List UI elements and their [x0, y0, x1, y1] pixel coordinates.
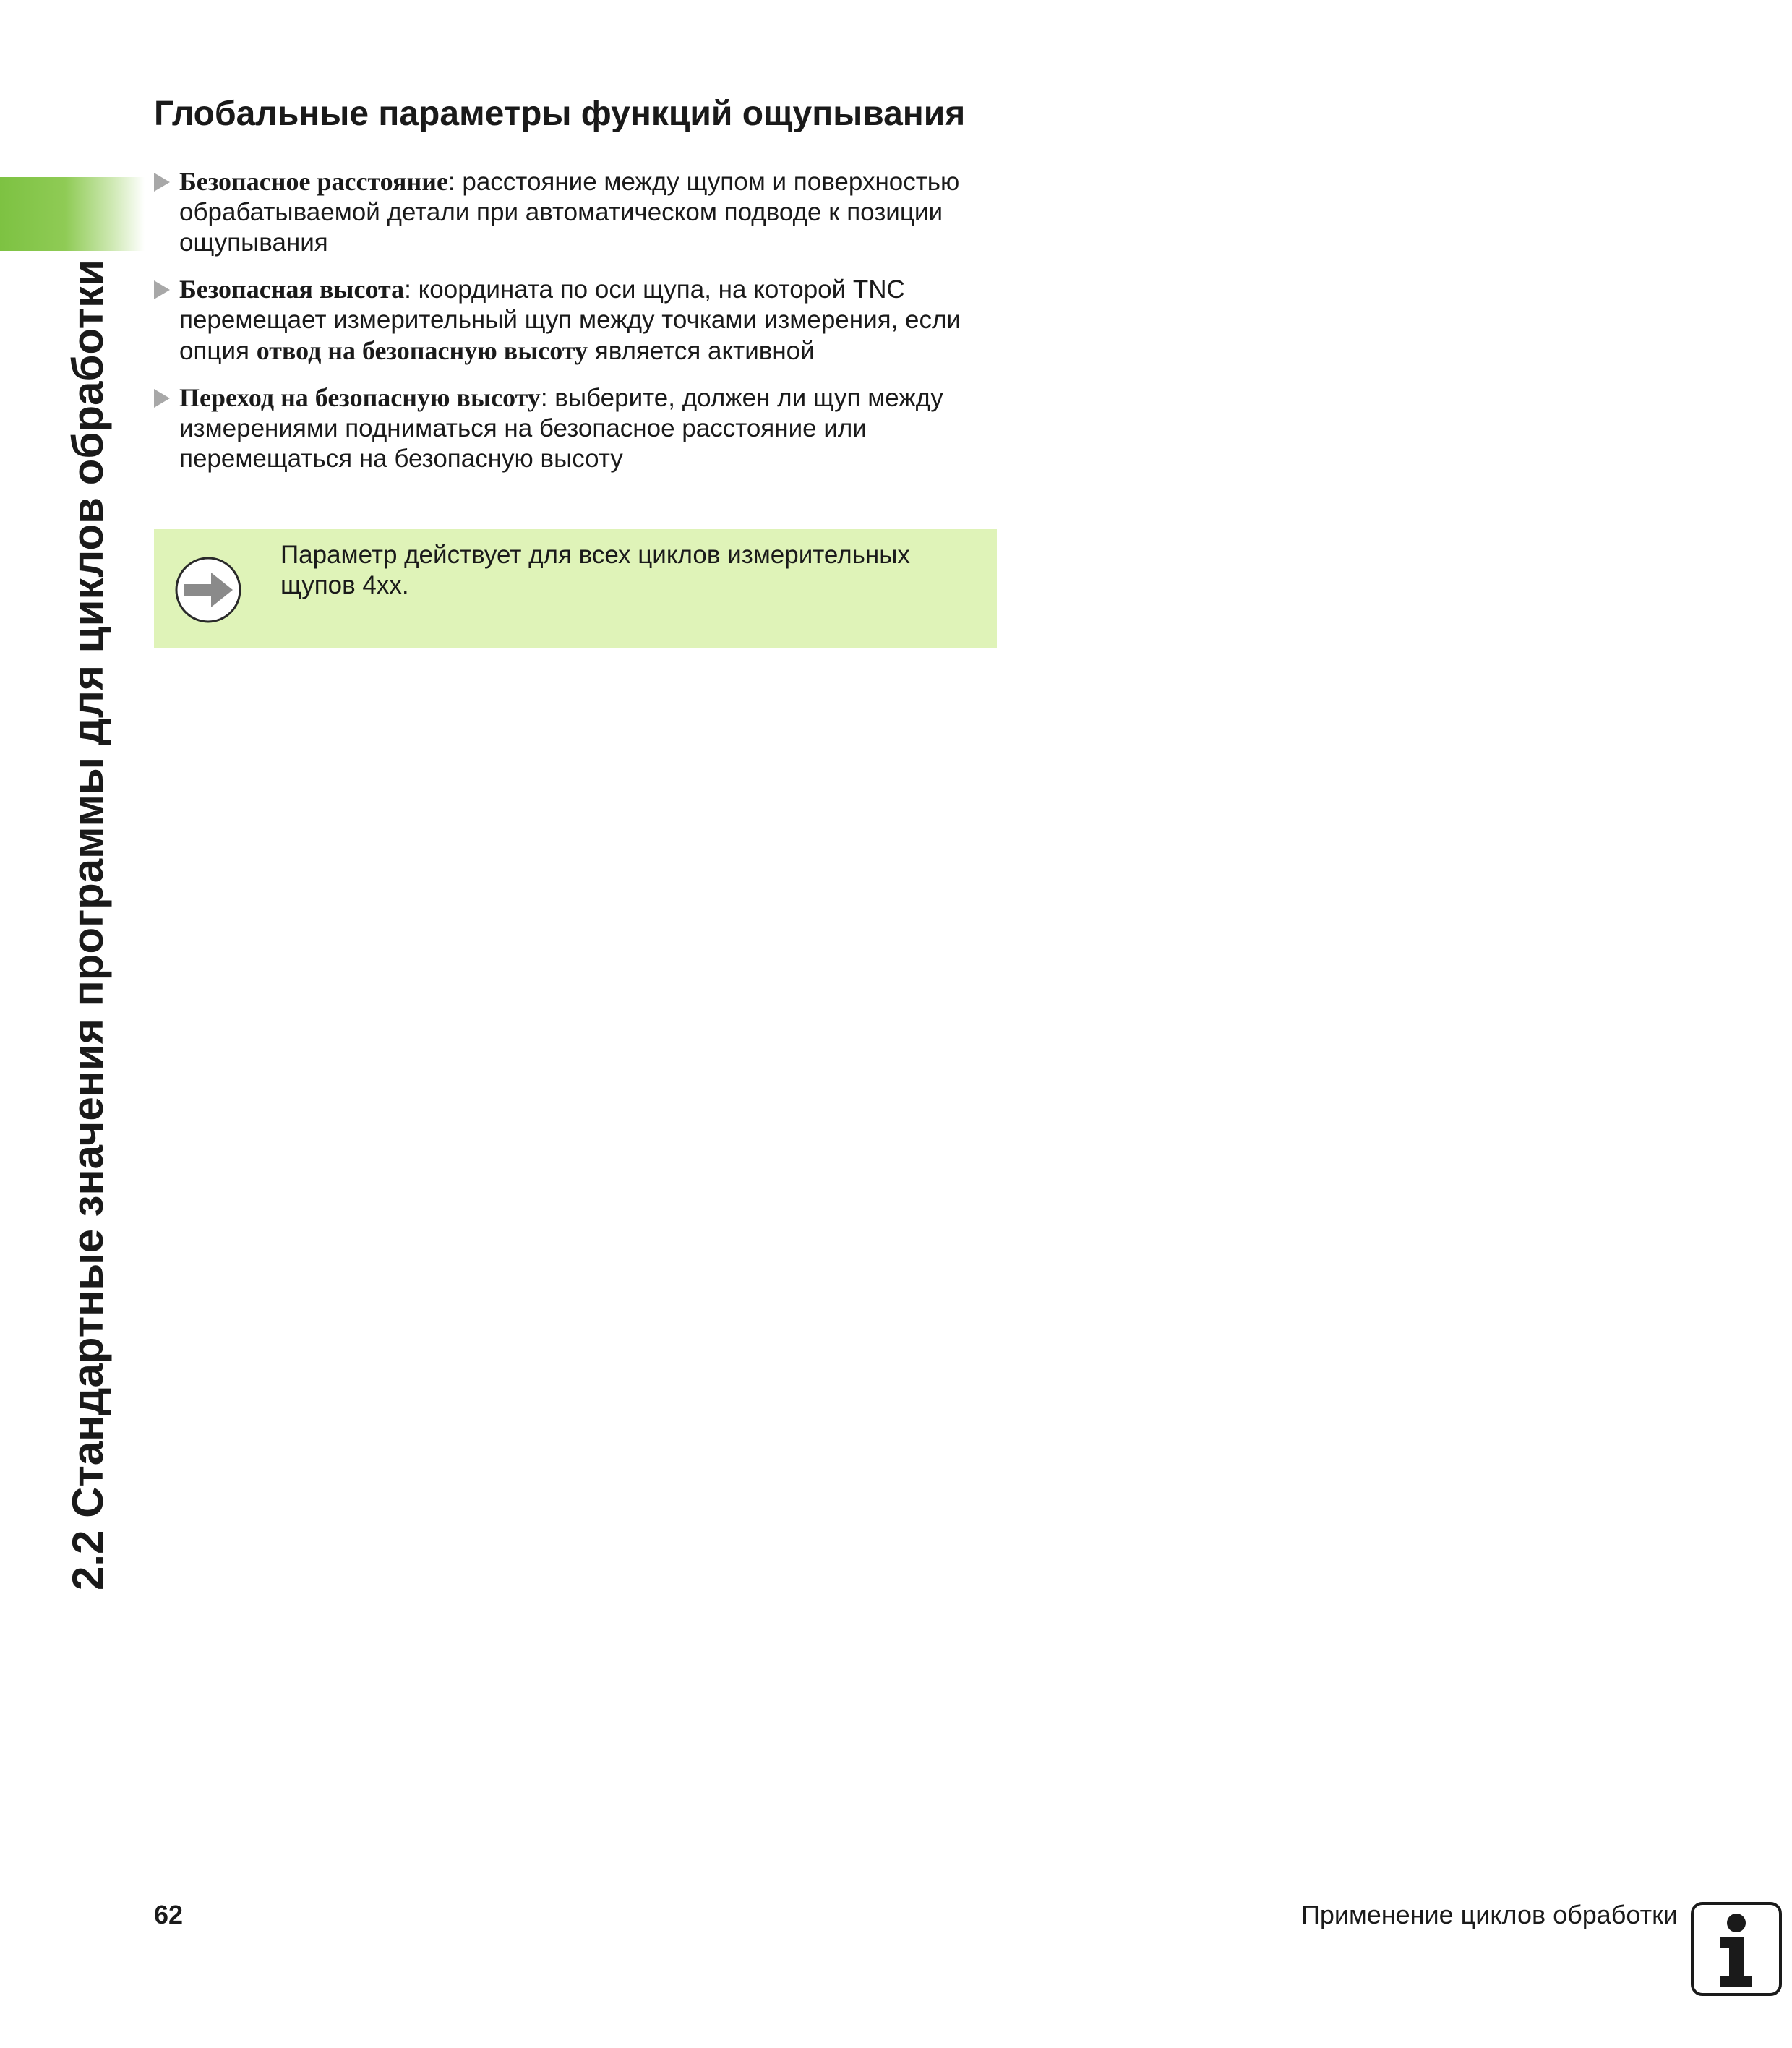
- list-item: [154, 274, 1000, 367]
- item-term: Безопасная высота: [179, 275, 405, 304]
- page-number: 62: [154, 1900, 184, 1929]
- bullet-arrow-icon: [154, 389, 170, 408]
- main-content: [154, 93, 1000, 490]
- item-term-inline: отвод на безопасную высоту: [256, 336, 588, 365]
- item-text-tail: является активной: [588, 337, 815, 365]
- section-heading: Глобальные параметры функций ощупывания: [154, 95, 966, 133]
- arrow-right-circle-icon: [173, 555, 243, 625]
- note-box: [154, 529, 997, 648]
- info-icon: [1690, 1901, 1783, 1997]
- list-item: [154, 166, 1000, 258]
- footer-title: Применение циклов обработки: [1300, 1900, 1678, 1929]
- item-term: Переход на безопасную высоту: [179, 383, 541, 412]
- bullet-arrow-icon: [154, 173, 170, 192]
- bullet-arrow-icon: [154, 280, 170, 299]
- parameter-list: [154, 166, 1000, 474]
- item-text: : координата по оси щупа, на которой TNC перемещает измерительный щуп между точками измерения, если опция: [179, 275, 961, 365]
- item-text: : выберите, должен ли щуп между измерениями подниматься на безопасное расстояние или перемещаться на безопасную высоту: [179, 384, 943, 473]
- list-item: [154, 382, 1000, 474]
- chapter-title: 2.2 Стандартные значения программы для циклов обработки: [64, 260, 112, 1590]
- item-text: : расстояние между щупом и поверхностью обрабатываемой детали при автоматическом подводе к позиции ощупывания: [179, 168, 960, 257]
- note-text: Параметр действует для всех циклов измерительных щупов 4xx.: [280, 541, 910, 599]
- item-term: Безопасное расстояние: [179, 167, 448, 196]
